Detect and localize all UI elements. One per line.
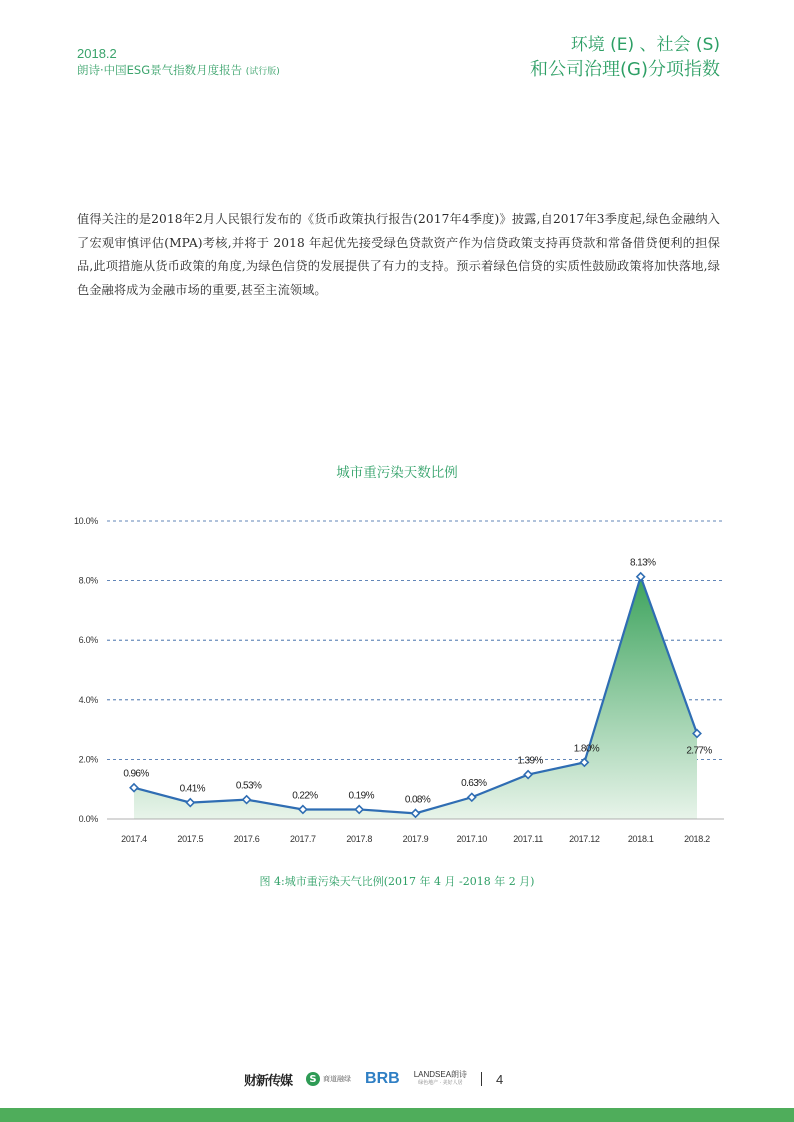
- chart-title: 城市重污染天数比例: [336, 465, 458, 481]
- data-point-marker: [637, 573, 645, 581]
- x-tick-label: 2018.2: [684, 834, 710, 844]
- data-label: 0.63%: [461, 778, 487, 790]
- body-paragraph: 值得关注的是2018年2月人民银行发布的《货币政策执行报告(2017年4季度)》披露,自2017年3季度起,绿色金融纳入了宏观审慎评估(MPA)考核,并将于 2018 年起优先接受绿色贷款资产作为信贷政策支持再贷款和常备借贷便利的担保品,此项措施从货币政策的角度,为绿色信贷的发展提供了有力的支持。预示着绿色信贷的实质性鼓励政策将加快落地,绿色金融将成为金融市场的重要,甚至主流领域。: [77, 212, 720, 297]
- y-tick-label: 0.0%: [78, 814, 98, 824]
- footer-logos: [244, 1068, 503, 1090]
- footer-separator: [481, 1072, 482, 1086]
- page-number: 4: [496, 1071, 504, 1087]
- x-tick-label: 2017.5: [177, 834, 204, 844]
- x-tick-label: 2017.6: [233, 834, 260, 844]
- section-title-line2: 和公司治理(G)分项指数: [530, 59, 720, 80]
- y-tick-label: 10.0%: [73, 516, 98, 526]
- section-title-line1: 环境 (E) 、社会 (S): [570, 35, 720, 55]
- x-tick-label: 2017.4: [121, 834, 147, 844]
- x-tick-label: 2018.1: [627, 834, 654, 844]
- data-label: 2.77%: [686, 745, 712, 757]
- report-name: [77, 63, 280, 80]
- x-tick-label: 2017.9: [402, 834, 429, 844]
- header-left: [77, 46, 280, 80]
- landsea-logo: [414, 1070, 467, 1088]
- x-tick-label: 2017.12: [569, 834, 600, 844]
- y-tick-label: 2.0%: [78, 754, 98, 765]
- data-label: 1.80%: [573, 743, 600, 755]
- syntao-mark-icon: S: [306, 1072, 320, 1086]
- data-label: 0.41%: [179, 783, 205, 795]
- report-date: 2018.2: [77, 46, 117, 61]
- report-title: 朗诗·中国ESG景气指数月度报告: [77, 63, 243, 77]
- header-right: [530, 33, 720, 83]
- x-tick-label: 2017.10: [456, 834, 488, 844]
- syntao-text: 商道融绿: [323, 1075, 352, 1083]
- x-tick-label: 2017.11: [513, 834, 543, 844]
- chart-caption: 图 4:城市重污染天气比例(2017 年 4 月 -2018 年 2 月): [259, 875, 535, 888]
- syntao-logo: [306, 1072, 351, 1086]
- data-label: 0.08%: [404, 794, 431, 806]
- data-label: 0.22%: [292, 790, 318, 802]
- landsea-name: LANDSEA朗诗: [413, 1070, 468, 1079]
- caixin-logo: 财新传媒: [244, 1073, 293, 1089]
- data-label: 1.39%: [517, 755, 543, 767]
- area-fill: [134, 577, 697, 819]
- x-tick-label: 2017.7: [290, 834, 316, 844]
- bottom-green-bar: [0, 1108, 794, 1122]
- landsea-slogan: 绿色地产 · 美好人居: [418, 1080, 463, 1086]
- data-label: 8.13%: [630, 557, 656, 569]
- y-tick-label: 6.0%: [78, 635, 98, 646]
- data-label: 0.53%: [235, 780, 262, 792]
- data-label: 0.96%: [123, 768, 149, 780]
- brb-logo: BRB: [365, 1070, 400, 1087]
- x-tick-label: 2017.8: [346, 834, 373, 844]
- report-suffix: (试行版): [245, 67, 280, 77]
- data-label: 0.19%: [348, 790, 374, 802]
- y-tick-label: 8.0%: [78, 575, 98, 586]
- chart-svg: [0, 500, 794, 850]
- y-tick-label: 4.0%: [78, 694, 98, 705]
